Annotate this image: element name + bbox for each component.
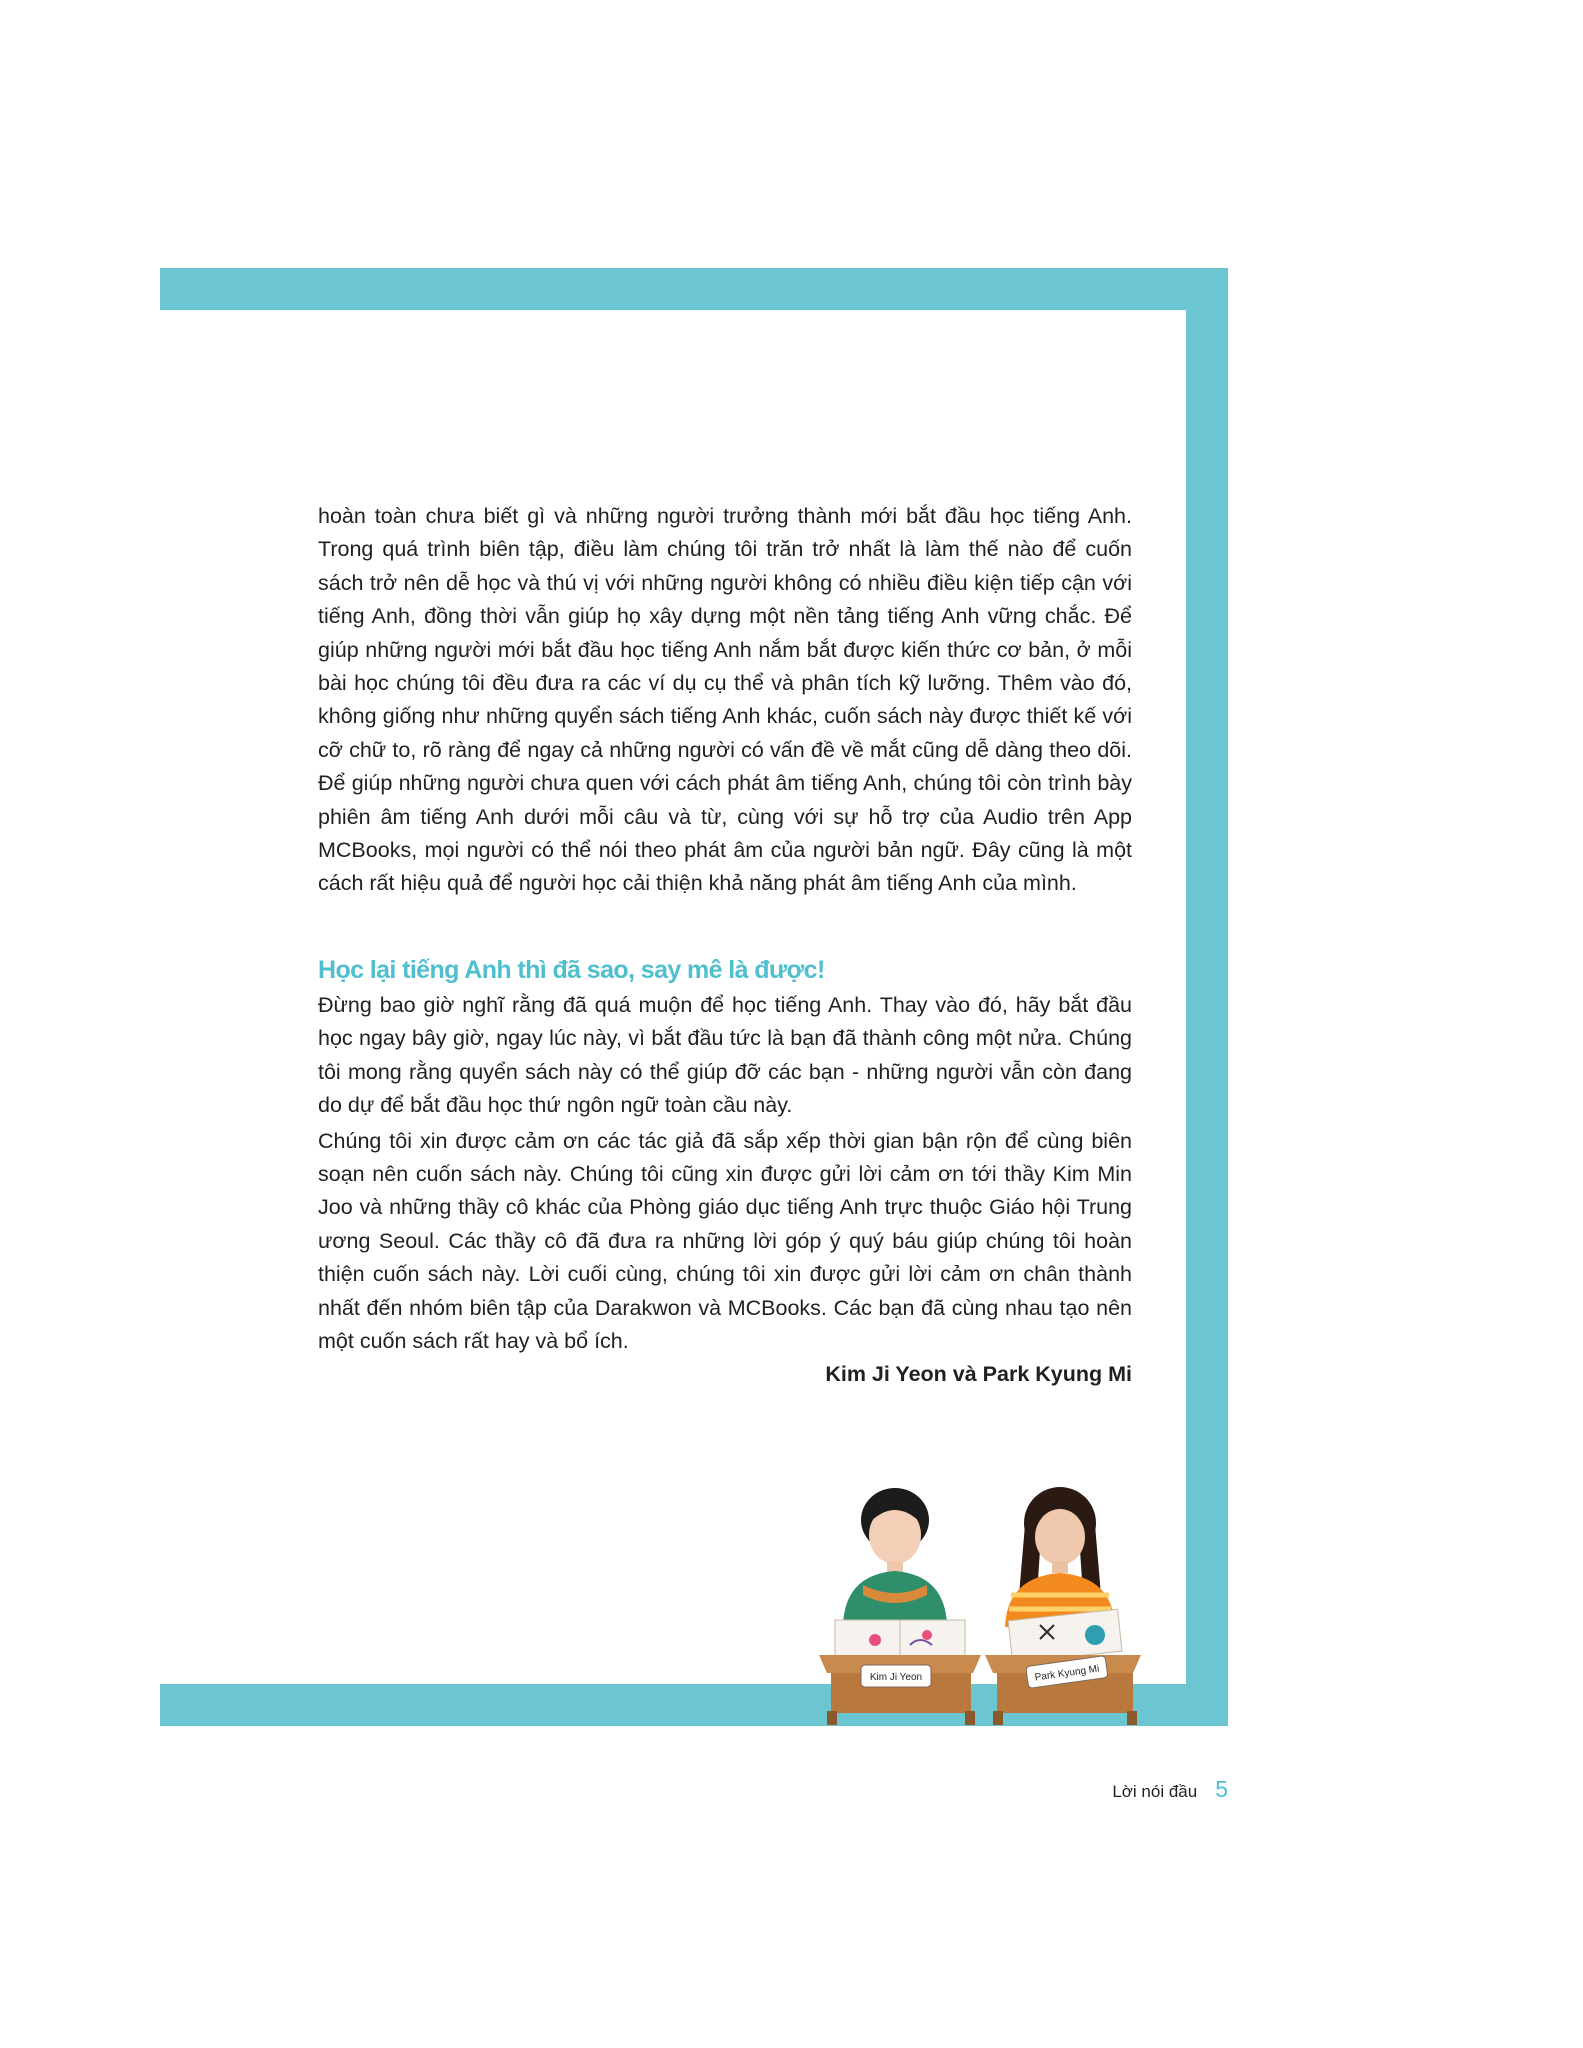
page-footer [1112,1776,1228,1803]
page-number: 5 [1215,1776,1228,1802]
paragraph-thanks: Chúng tôi xin được cảm ơn các tác giả đã sắp xếp thời gian bận rộn để cùng biên soạn nên cuốn sách này. Chúng tôi cũng xin được gửi lời cảm ơn tới thầy Kim Min Joo và những thầy cô khác của Phòng giáo dục tiếng Anh trực thuộc Giáo hội Trung ương Seoul. Các thầy cô đã đưa ra những lời góp ý quý báu giúp chúng tôi hoàn thiện cuốn sách này. Lời cuối cùng, chúng tôi xin được gửi lời cảm ơn chân thành nhất đến nhóm biên tập của Darakwon và MCBooks. Các bạn đã cùng nhau tạo nên một cuốn sách rất hay và bổ ích. [318,1128,1132,1353]
footer-section-label: Lời nói đầu [1112,1782,1198,1801]
section-heading: Học lại tiếng Anh thì đã sao, say mê là được! [318,955,825,984]
paragraph-intro: hoàn toàn chưa biết gì và những người trưởng thành mới bắt đầu học tiếng Anh. Trong quá trình biên tập, điều làm chúng tôi trăn trở nhất là làm thế nào để cuốn sách trở nên dễ học và thú vị với những người không có nhiều điều kiện tiếp cận với tiếng Anh, đồng thời vẫn giúp họ xây dựng một nền tảng tiếng Anh vững chắc. Để giúp những người mới bắt đầu học tiếng Anh nắm bắt được kiến thức cơ bản, ở mỗi bài học chúng tôi đều đưa ra các ví dụ cụ thể và phân tích kỹ lưỡng. Thêm vào đó, không giống như những quyển sách tiếng Anh khác, cuốn sách này được thiết kế với cỡ chữ to, rõ ràng để ngay cả những người có vấn đề về mắt cũng dễ dàng theo dõi. Để giúp những người chưa quen với cách phát âm tiếng Anh, chúng tôi còn trình bày phiên âm tiếng Anh dưới mỗi câu và từ, cùng với sự hỗ trợ của Audio trên App MCBooks, mọi người có thể nói theo phát âm của người bản ngữ. Đây cũng là một cách rất hiệu quả để người học cải thiện khả năng phát âm tiếng Anh của mình. [318,504,1132,896]
author1-nameplate: Kim Ji Yeon [869,1672,923,1683]
authors-illustration [805,1475,1145,1725]
author1-figure [819,1488,981,1725]
authors-at-desks-image [805,1475,1145,1725]
author2-nameplate: Park Kyung Mi [1034,1663,1101,1684]
frame-border-right [1186,268,1228,1726]
preface-content [318,500,1132,1392]
author-signature: Kim Ji Yeon và Park Kyung Mi [825,1362,1132,1387]
frame-border-top [160,268,1228,310]
paragraph-encouragement: Đừng bao giờ nghĩ rằng đã quá muộn để học tiếng Anh. Thay vào đó, hãy bắt đầu học ngay bây giờ, ngay lúc này, vì bắt đầu tức là bạn đã thành công một nửa. Chúng tôi mong rằng quyển sách này có thể giúp đỡ các bạn - những người vẫn còn đang do dự để bắt đầu học thứ ngôn ngữ toàn cầu này. [318,992,1132,1118]
author2-figure [985,1487,1141,1725]
